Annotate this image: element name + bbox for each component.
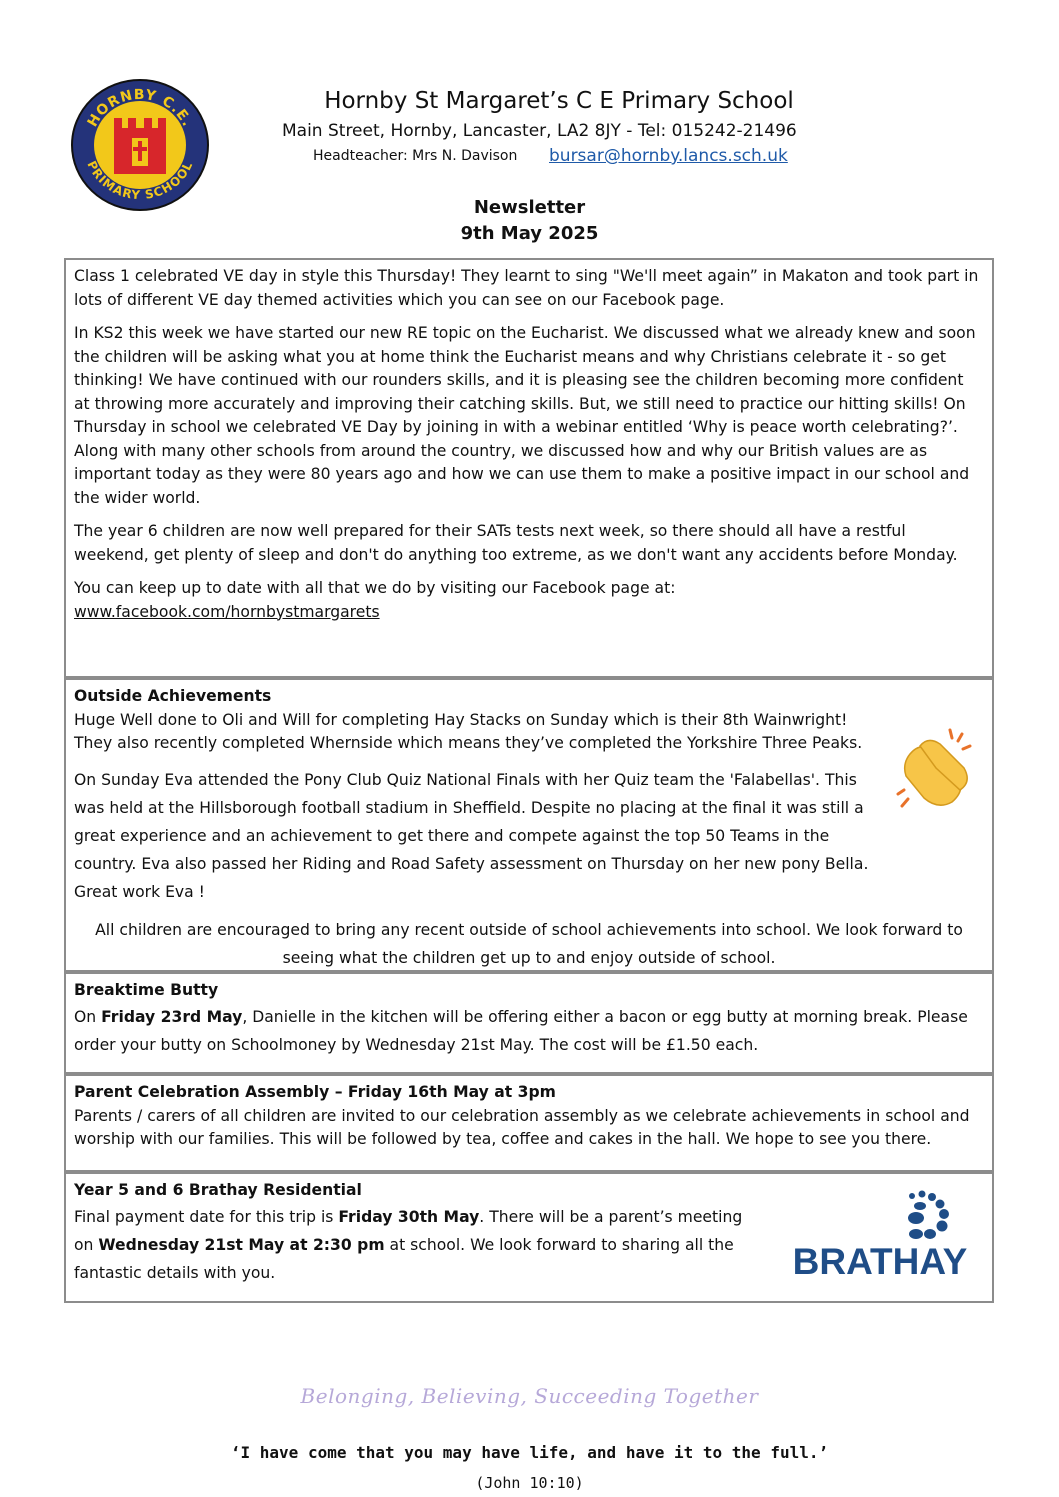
newsletter-label: Newsletter — [473, 197, 586, 218]
school-name: Hornby St Margaret’s C E Primary School — [324, 88, 794, 114]
oli-will-paragraph: Huge Well done to Oli and Will for completing Hay Stacks on Sunday which is their 8th Wainwright! They also recently completed Whernside which means they’ve completed the Yorkshire Three Peaks. — [74, 710, 863, 752]
breaktime-post: , Danielle in the kitchen will be offering either a bacon or egg butty at morning break. Please order your butty on Schoolmoney by Wednesday 21st May. The cost will be £1.50 each. — [74, 1007, 968, 1054]
eva-paragraph: On Sunday Eva attended the Pony Club Quiz National Finals with her Quiz team the 'Falabellas'. This was held at the Hillsborough football stadium in Sheffield. Despite no placing at the final it was still a great experience and an achievement to get there and compete against the top 50 Teams in the country. Eva also passed her Riding and Road Safety assessment on Thursday on her new pony Bella. Great work Eva ! — [74, 770, 869, 901]
outside-achievements-section — [64, 678, 994, 972]
facebook-text: You can keep up to date with all that we do by visiting our Facebook page at: — [74, 579, 676, 597]
brathay-logo — [792, 1186, 968, 1280]
bible-verse-reference: (John 10:10) — [475, 1474, 584, 1492]
brathay-paragraph — [74, 1203, 764, 1287]
breaktime-pre: On — [74, 1007, 102, 1026]
year6-paragraph: The year 6 children are now well prepared for their SATs tests next week, so there should all have a restful weekend, get plenty of sleep and don't do anything too extreme, as we don't want any accidents before Monday. — [74, 522, 958, 564]
brathay-title: Year 5 and 6 Brathay Residential — [74, 1181, 362, 1199]
facebook-link[interactable]: www.facebook.com/hornbystmargarets — [74, 602, 380, 621]
assembly-title: Parent Celebration Assembly – Friday 16th May at 3pm — [74, 1083, 556, 1101]
encouragement-paragraph: All children are encouraged to bring any recent outside of school achievements into school. We look forward to seeing what the children get up to and enjoy outside of school. — [95, 920, 963, 967]
clapping-hands-icon — [890, 724, 980, 814]
newsletter-heading — [0, 195, 1059, 247]
headteacher-line: Headteacher: Mrs N. Davison — [313, 148, 518, 164]
bible-quote: ‘I have come that you may have life, and have it to the full.’ — [230, 1443, 829, 1462]
class-news-section — [64, 258, 994, 678]
breaktime-paragraph — [74, 1003, 984, 1059]
brathay-logo-text: BRATHAY — [792, 1241, 968, 1280]
logo-text-top: HORNBY C.E. — [84, 86, 196, 130]
newsletter-date: 9th May 2025 — [460, 223, 599, 244]
breaktime-butty-section — [64, 972, 994, 1074]
brathay-text-3: at school. We look forward to sharing all the fantastic details with you. — [74, 1235, 734, 1282]
brathay-text-2: . There will be a parent’s meeting on — [74, 1207, 743, 1254]
facebook-paragraph — [74, 577, 984, 624]
assembly-section — [64, 1074, 994, 1172]
breaktime-title: Breaktime Butty — [74, 981, 219, 999]
brathay-text-1: Final payment date for this trip is — [74, 1207, 339, 1226]
ks2-paragraph: In KS2 this week we have started our new RE topic on the Eucharist. We discussed what we already knew and soon the children will be asking what you at home think the Eucharist means and why Christians celebrate it - so get thinking! We have continued with our rounders skills, and it is pleasing see the children becoming more confident at throwing more accurately and improving their catching skills. But, we still need to practice our hitting skills! On Thursday in school we celebrated VE Day by joining in with a webinar entitled ‘Why is peace worth celebrating?’. Along with many other schools from around the country, we discussed how and why our British values are as important today as they were 80 years ago and how we can use them to make a positive impact in our school and the wider world. — [74, 324, 976, 507]
school-address: Main Street, Hornby, Lancaster, LA2 8JY - Tel: 015242-21496 — [282, 121, 797, 141]
logo-text-bottom: PRIMARY SCHOOL — [84, 158, 196, 203]
brathay-section — [64, 1172, 994, 1303]
brathay-bold-1: Friday 30th May — [338, 1207, 480, 1226]
brathay-bold-2: Wednesday 21st May at 2:30 pm — [98, 1235, 385, 1254]
breaktime-date: Friday 23rd May — [101, 1007, 243, 1026]
email-link[interactable]: bursar@hornby.lancs.sch.uk — [549, 146, 788, 166]
outside-achievements-title: Outside Achievements — [74, 687, 272, 705]
class1-paragraph: Class 1 celebrated VE day in style this Thursday! They learnt to sing "We'll meet again” in Makaton and took part in lots of different VE day themed activities which you can see on our Facebook page. — [74, 267, 979, 309]
assembly-paragraph: Parents / carers of all children are invited to our celebration assembly as we celebrate achievements in school and worship with our families. This will be followed by tea, coffee and cakes in the hall. We hope to see you there. — [74, 1106, 970, 1148]
school-motto: Belonging, Believing, Succeeding Together — [300, 1384, 759, 1408]
